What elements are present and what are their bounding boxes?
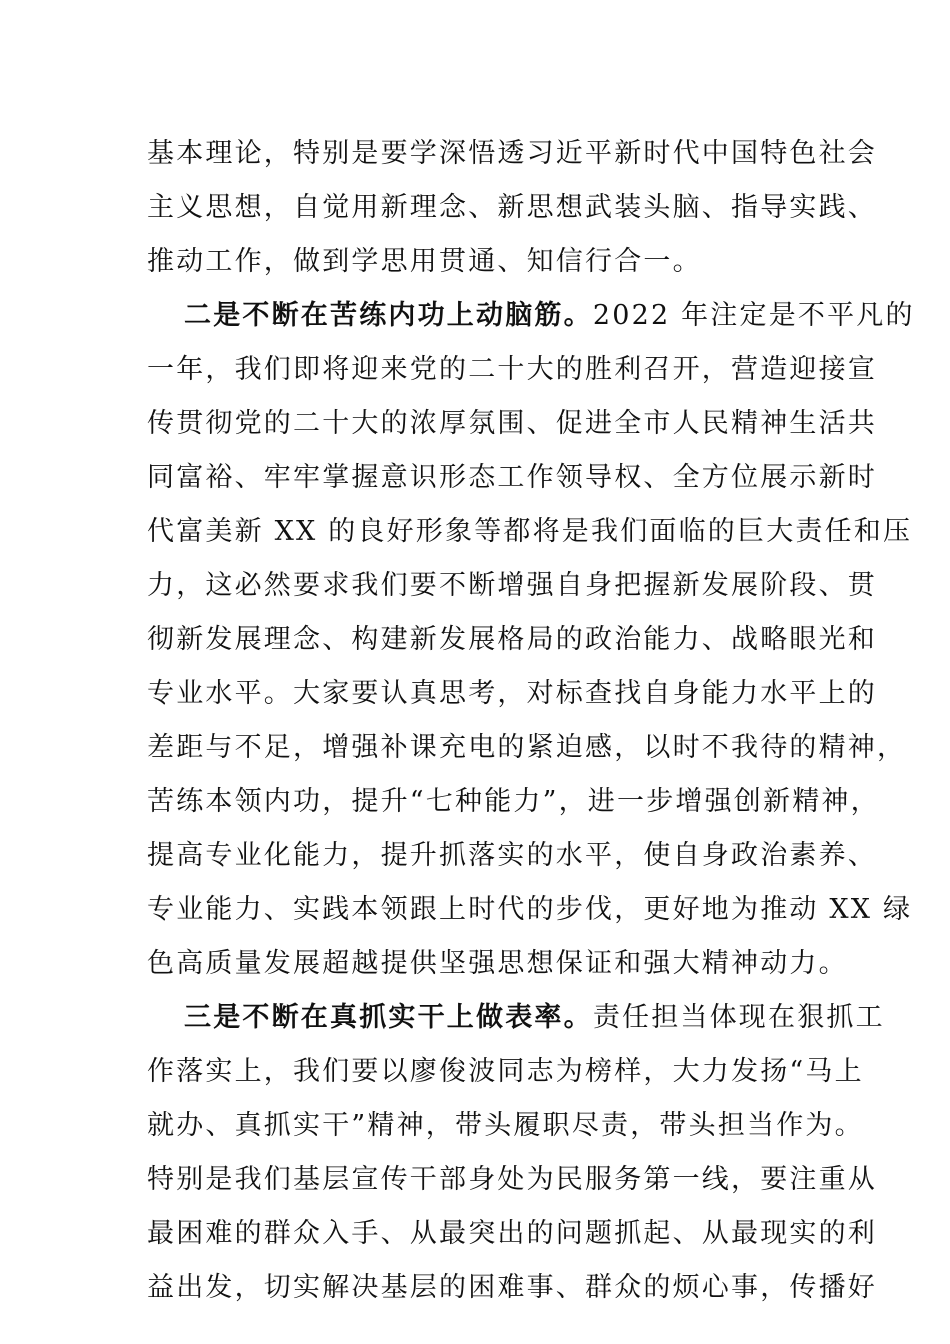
paragraph-2-line-7: 彻新发展理念、构建新发展格局的政治能力、战略眼光和 <box>147 624 877 655</box>
paragraph-2-heading: 二是不断在苦练内功上动脑筋。 <box>184 300 593 331</box>
paragraph-2-line-12: 专业能力、实践本领跟上时代的步伐，更好地为推动 XX 绿 <box>147 894 913 925</box>
paragraph-2-line-10: 苦练本领内功，提升“七种能力”，进一步增强创新精神， <box>147 786 880 817</box>
paragraph-2-line-2: 一年，我们即将迎来党的二十大的胜利召开，营造迎接宣 <box>147 354 877 385</box>
paragraph-2-line-4: 同富裕、牢牢掌握意识形态工作领导权、全方位展示新时 <box>147 462 877 493</box>
paragraph-1-line-1: 基本理论，特别是要学深悟透习近平新时代中国特色社会 <box>147 138 877 169</box>
paragraph-3-line-3: 就办、真抓实干”精神，带头履职尽责，带头担当作为。 <box>147 1110 864 1141</box>
paragraph-3-line-1: 责任担当体现在狠抓工 <box>592 1002 885 1033</box>
paragraph-2-first-line <box>184 288 915 344</box>
paragraph-3-line-6: 益出发，切实解决基层的困难事、群众的烦心事，传播好 <box>147 1272 877 1303</box>
paragraph-2-line-3: 传贯彻党的二十大的浓厚氛围、促进全市人民精神生活共 <box>147 408 877 439</box>
paragraph-3-heading: 三是不断在真抓实干上做表率。 <box>184 1002 593 1033</box>
paragraph-2-line-13: 色高质量发展超越提供坚强思想保证和强大精神动力。 <box>147 948 848 979</box>
paragraph-1-line-2: 主义思想，自觉用新理念、新思想武装头脑、指导实践、 <box>147 192 877 223</box>
paragraph-3-first-line <box>184 990 885 1046</box>
paragraph-2-line-9: 差距与不足，增强补课充电的紧迫感，以时不我待的精神， <box>147 732 907 763</box>
paragraph-2-line-6: 力，这必然要求我们要不断增强自身把握新发展阶段、贯 <box>147 570 877 601</box>
paragraph-2-line-1: 2022 年注定是不平凡的 <box>592 300 915 331</box>
paragraph-3-line-5: 最困难的群众入手、从最突出的问题抓起、从最现实的利 <box>147 1218 877 1249</box>
paragraph-1-line-3: 推动工作，做到学思用贯通、知信行合一。 <box>147 246 702 277</box>
paragraph-2-line-8: 专业水平。大家要认真思考，对标查找自身能力水平上的 <box>147 678 877 709</box>
paragraph-3-line-4: 特别是我们基层宣传干部身处为民服务第一线，要注重从 <box>147 1164 877 1195</box>
paragraph-2-line-11: 提高专业化能力，提升抓落实的水平，使自身政治素养、 <box>147 840 877 871</box>
paragraph-2-line-5: 代富美新 XX 的良好形象等都将是我们面临的巨大责任和压 <box>147 516 913 547</box>
paragraph-3-line-2: 作落实上，我们要以廖俊波同志为榜样，大力发扬“马上 <box>147 1056 864 1087</box>
